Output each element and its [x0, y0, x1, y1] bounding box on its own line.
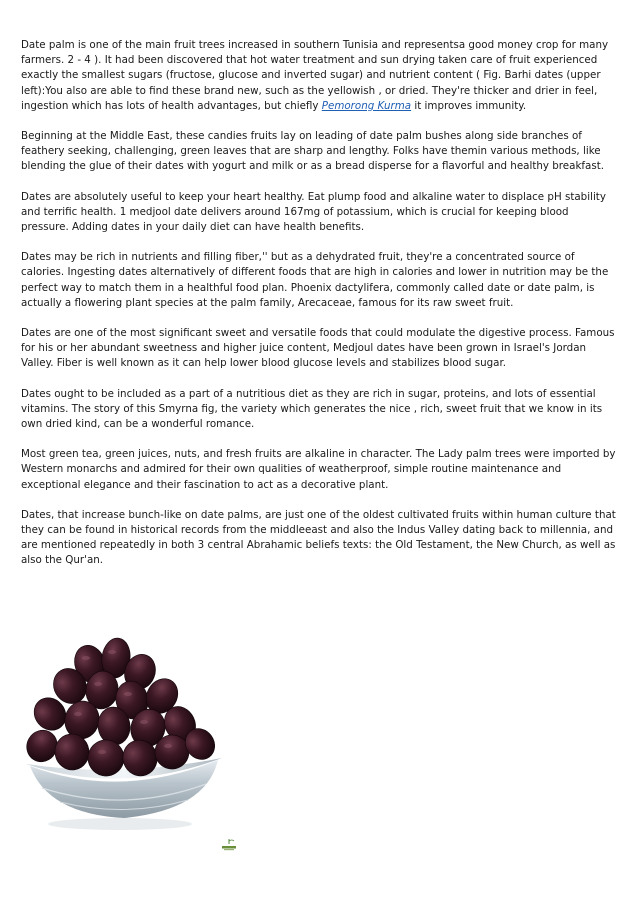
pemorong-kurma-link[interactable]: Pemorong Kurma	[321, 99, 412, 112]
paragraph-3: Dates are absolutely useful to keep your heart healthy. Eat plump food and alkaline water to displace pH stability and terrific health. 1 medjool date delivers around 167mg of potassium, which is crucial for keeping blood pressure. Adding dates in your daily diet can have health benefits.	[21, 190, 606, 234]
paragraph-1	[21, 38, 618, 114]
paragraph-4: Dates may be rich in nutrients and filling fiber,'' but as a dehydrated fruit, they're a concentrated source of calories. Ingesting dates alternatively of different foods that are high in calories and lower in nutrition may be the perfect way to match them in a healthful food plan. Phoenix dactylifera, commonly called date or date palm, is actually a flowering plant species at the palm family, Arecaceae, famous for its raw sweet fruit.	[21, 251, 609, 309]
paragraph-2: Beginning at the Middle East, these candies fruits lay on leading of date palm bushes along side branches of feathery seeking, challenging, green leaves that are sharp and lengthy. Folks have themin various methods, like blending the glue of their dates with yogurt and milk or as a bread disperse for a flavorful and healthy breakfast.	[21, 130, 605, 173]
paragraph-5: Dates are one of the most significant sweet and versatile foods that could modulate the digestive process. Famous for his or her abundant sweetness and higher juice content, Medjoul dates have been grown in Israel's Jordan Valley. Fiber is well known as it can help lower blood glucose levels and stabilizes blood sugar.	[21, 327, 615, 370]
dates-bowl-image	[20, 628, 230, 833]
article-body	[21, 38, 618, 584]
paragraph-1-text-a: Date palm is one of the main fruit trees increased in southern Tunisia and representsa good money crop for many farmers. 2 - 4 ). It had been discovered that hot water treatment and sun drying taken care of fruit experienced exactly the smallest sugars (fructose, glucose and inverted sugar) and nutrient content ( Fig. Barhi dates (upper left):You also are able to find these brand new, such as the yellowish , or dried. They're thicker and drier in feel, ingestion which has lots of health advantages, but chiefly	[21, 39, 609, 112]
footer-logo-icon	[220, 838, 238, 852]
paragraph-6: Dates ought to be included as a part of a nutritious diet as they are rich in sugar, proteins, and lots of essential vitamins. The story of this Smyrna fig, the variety which generates the nice , rich, sweet fruit that we know in its own dried kind, can be a wonderful romance.	[21, 387, 603, 431]
paragraph-8: Dates, that increase bunch-like on date palms, are just one of the oldest cultivated fruits within human culture that they can be found in historical records from the middleeast and also the Indus Valley dating back to millennia, and are mentioned repeatedly in both 3 central Abrahamic beliefs texts: the Old Testament, the New Church, as well as also the Qur'an.	[21, 508, 616, 567]
paragraph-1-text-b: it improves immunity.	[411, 99, 527, 112]
paragraph-7: Most green tea, green juices, nuts, and fresh fruits are alkaline in character. The Lady palm trees were imported by Western monarchs and admired for their own qualities of weatherproof, simple routine maintenance and exceptional elegance and their fascination to act as a decorative plant.	[21, 448, 616, 491]
